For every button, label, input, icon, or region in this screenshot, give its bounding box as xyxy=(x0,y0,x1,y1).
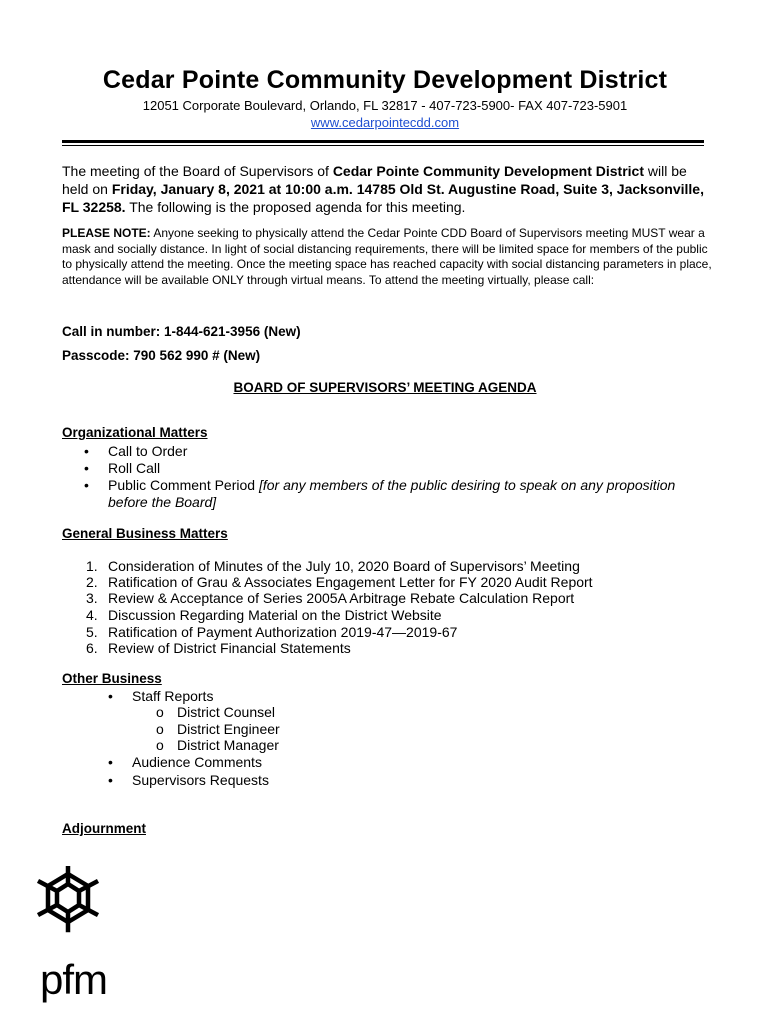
section-heading-other: Other Business xyxy=(62,671,162,686)
agenda-heading: BOARD OF SUPERVISORS’ MEETING AGENDA xyxy=(233,380,537,395)
list-item: 3. Review & Acceptance of Series 2005A Arbitrage Rebate Calculation Report xyxy=(86,590,575,606)
list-item: 2. Ratification of Grau & Associates Engagement Letter for FY 2020 Audit Report xyxy=(86,574,593,590)
passcode: Passcode: 790 562 990 # (New) xyxy=(62,348,261,363)
bullet-icon: • xyxy=(108,688,113,704)
header-divider-thin xyxy=(62,145,704,146)
bullet-icon: • xyxy=(84,477,89,493)
circle-bullet-icon: o xyxy=(156,704,164,720)
intro-text: The following is the proposed agenda for this meeting. xyxy=(125,199,466,215)
meeting-intro xyxy=(62,162,710,216)
district-name: Cedar Pointe Community Development District xyxy=(332,163,644,179)
circle-bullet-icon: o xyxy=(156,721,164,737)
list-item xyxy=(84,477,698,511)
intro-text: The meeting of the Board of Supervisors of xyxy=(62,163,333,179)
section-heading-general: General Business Matters xyxy=(62,526,228,541)
intro-text: will be held on xyxy=(62,163,687,197)
bullet-icon: • xyxy=(84,460,89,476)
section-heading-organizational: Organizational Matters xyxy=(62,425,208,440)
list-item: • Call to Order xyxy=(84,443,188,459)
bullet-icon: • xyxy=(108,754,113,770)
pfm-logo-text: pfm xyxy=(40,956,108,1003)
sub-list-item: o District Engineer xyxy=(156,721,280,737)
list-item: • Supervisors Requests xyxy=(108,772,269,788)
list-item: 4. Discussion Regarding Material on the District Website xyxy=(86,607,442,623)
list-item: 6. Review of District Financial Statements xyxy=(86,640,351,656)
list-item: • Audience Comments xyxy=(108,754,262,770)
public-comment-label: Public Comment Period xyxy=(108,477,256,493)
bullet-icon: • xyxy=(108,772,113,788)
call-in-number: Call in number: 1-844-621-3956 (New) xyxy=(62,324,301,339)
sub-list-item: o District Counsel xyxy=(156,704,276,720)
list-item: 1. Consideration of Minutes of the July 10, 2020 Board of Supervisors’ Meeting xyxy=(86,558,580,574)
note-label: PLEASE NOTE: xyxy=(62,226,151,240)
section-heading-adjournment: Adjournment xyxy=(62,821,146,836)
website-link[interactable]: www.cedarpointecdd.com xyxy=(310,115,460,130)
pfm-logo-icon xyxy=(36,866,100,962)
public-comment-note: [for any members of the public desiring to speak on any proposition before the Board] xyxy=(108,477,676,510)
sub-list-item: o District Manager xyxy=(156,737,279,753)
note-text: Anyone seeking to physically attend the Cedar Pointe CDD Board of Supervisors meeting MUST wear a mask and socially distance. In light of social distancing requirements, there will be limited space for members of the public to physically attend the meeting. Once the meeting space has reached capacity with social distancing parameters in place, attendance will be available ONLY through virtual means. To attend the meeting virtually, please call: xyxy=(62,226,712,287)
list-item: • Staff Reports xyxy=(108,688,214,704)
page-title: Cedar Pointe Community Development District xyxy=(102,66,668,94)
header-divider-thick xyxy=(62,140,704,143)
please-note-paragraph xyxy=(62,226,712,288)
circle-bullet-icon: o xyxy=(156,737,164,753)
bullet-icon: • xyxy=(84,443,89,459)
list-item: 5. Ratification of Payment Authorization 2019-47—2019-67 xyxy=(86,624,458,640)
list-item: • Roll Call xyxy=(84,460,161,476)
meeting-date-location: Friday, January 8, 2021 at 10:00 a.m. 14785 Old St. Augustine Road, Suite 3, Jacksonville, FL 32258. xyxy=(62,181,704,215)
address-line: 12051 Corporate Boulevard, Orlando, FL 32817 - 407-723-5900- FAX 407-723-5901 xyxy=(142,98,628,113)
